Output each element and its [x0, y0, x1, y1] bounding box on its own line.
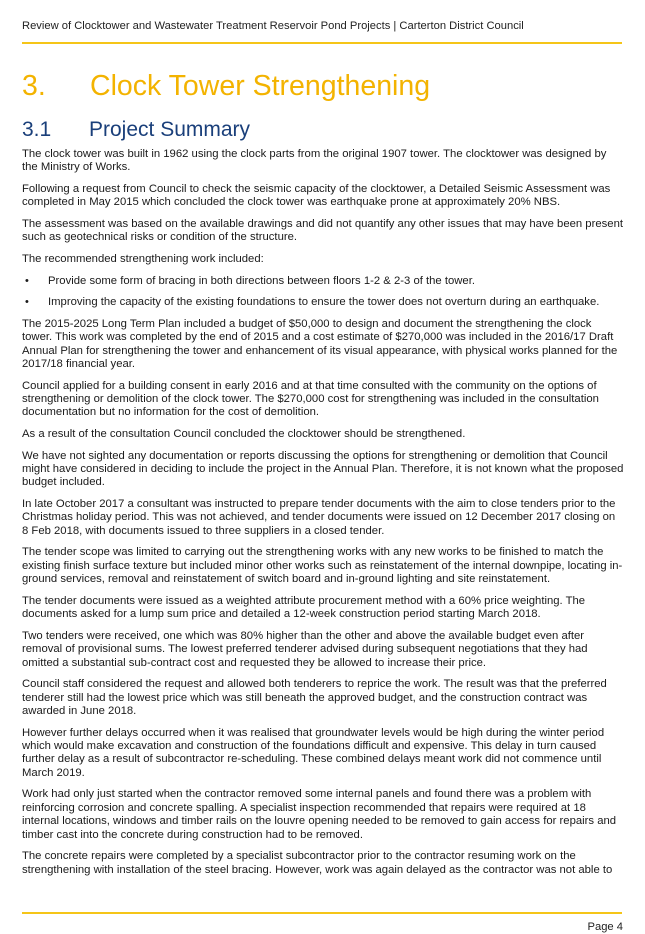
page-number: Page 4 — [587, 921, 623, 933]
paragraph: However further delays occurred when it was realised that groundwater levels would be high during the winter period which would make excavation and construction of the foundations difficult and expensive. This delay in turn caused further delay as a result of subcontractor re-scheduling. These combined delays meant work did not commence until March 2019. — [22, 726, 605, 779]
subsection-heading — [22, 118, 250, 142]
paragraph: We have not sighted any documentation or reports discussing the options for strengthening or demolition that Council might have considered in deciding to include the project in the Annual Plan. Therefore, it is not known what the proposed budget included. — [22, 449, 624, 489]
paragraph: As a result of the consultation Council concluded the clocktower should be strengthened. — [22, 428, 466, 440]
paragraph: The concrete repairs were completed by a specialist subcontractor prior to the contractor resuming work on the strengthening with installation of the steel bracing. However, work was again delayed as the contractor was not able to — [22, 850, 613, 876]
bullet-list — [22, 275, 624, 310]
document-header: Review of Clocktower and Wastewater Treatment Reservoir Pond Projects | Carterton District Council — [22, 20, 524, 32]
body-content — [22, 148, 624, 885]
subsection-number: 3.1 — [22, 118, 52, 141]
paragraph: The clock tower was built in 1962 using the clock parts from the original 1907 tower. The clocktower was designed by the Ministry of Works. — [22, 148, 607, 174]
section-title: Clock Tower Strengthening — [90, 70, 431, 102]
paragraph: Work had only just started when the contractor removed some internal panels and found there was a problem with reinforcing corrosion and concrete spalling. A specialist inspection recommended that repairs were required at 18 internal locations, windows and timber rails on the louvre opening needed to be removed to gain access for repairs and timber cast into the concrete during construction had to be removed. — [22, 788, 617, 841]
footer-rule — [22, 912, 622, 914]
section-number: 3. — [22, 70, 46, 102]
paragraph: Two tenders were received, one which was 80% higher than the other and above the available budget even after removal of provisional sums. The lowest preferred tenderer advised during subsequent negotiations that they had omitted a substantial sub-contract cost and requested they be allowed to increase their price. — [22, 629, 588, 669]
paragraph: The recommended strengthening work included: — [22, 253, 264, 265]
header-rule — [22, 42, 622, 44]
paragraph: The 2015-2025 Long Term Plan included a budget of $50,000 to design and document the strengthening the clock tower. This work was completed by the end of 2015 and a cost estimate of $270,000 was included in the 2016/17 Draft Annual Plan for strengthening the tower and enhancement of its visual appearance, with physical works planned for the 2017/18 financial year. — [22, 317, 618, 370]
paragraph: In late October 2017 a consultant was instructed to prepare tender documents with the aim to close tenders prior to the Christmas holiday period. This was not achieved, and tender documents were issued on 12 December 2017 closing on 8 Feb 2018, with documents issued to three suppliers in a closed tender. — [22, 498, 616, 537]
paragraph: The tender documents were issued as a weighted attribute procurement method with a 60% price weighting. The documents asked for a lump sum price and detailed a 12-week construction period starting March 2018. — [22, 594, 586, 621]
paragraph: Following a request from Council to check the seismic capacity of the clocktower, a Detailed Seismic Assessment was completed in May 2015 which concluded the clock tower was earthquake prone at approximately 20% NBS. — [22, 183, 611, 209]
bullet-item: • Provide some form of bracing in both directions between floors 1-2 & 2-3 of the tower. — [22, 275, 624, 288]
section-heading — [22, 70, 430, 103]
paragraph: Council staff considered the request and allowed both tenderers to reprice the work. The result was that the preferred tenderer still had the lowest price which was still beneath the approved budget, and the construction contract was awarded in June 2018. — [22, 678, 607, 718]
bullet-item: • Improving the capacity of the existing foundations to ensure the tower does not overturn during an earthquake. — [22, 296, 624, 309]
paragraph: The assessment was based on the available drawings and did not quantify any other issues that may have been present such as geotechnical risks or condition of the structure. — [22, 218, 623, 244]
paragraph: The tender scope was limited to carrying out the strengthening works with any new works to be finished to match the existing finish surface texture but included minor other works such as reinstatement of the internal downpipe, locating in-ground services, removal and reinstatement of switch board and in-ground lighting and site reinstatement. — [22, 546, 623, 586]
paragraph: Council applied for a building consent in early 2016 and at that time consulted with the community on the options of strengthening or demolition of the clock tower. The $270,000 cost for strengthening was included in the consultation documentation but no information for the cost of demolition. — [22, 379, 599, 419]
subsection-title: Project Summary — [89, 118, 251, 141]
